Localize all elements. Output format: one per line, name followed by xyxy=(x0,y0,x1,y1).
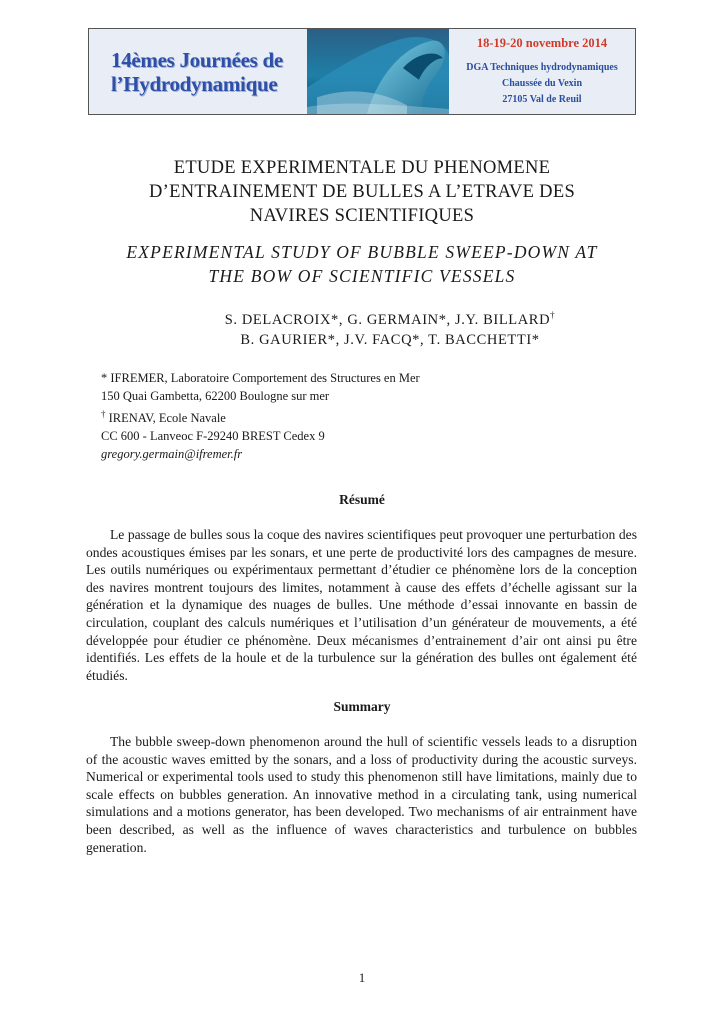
conference-venue-line-2: Chaussée du Vexin xyxy=(501,77,583,89)
author-list xyxy=(180,305,600,350)
conference-title-line-1: 14èmes Journées de xyxy=(111,47,283,72)
conference-title-line-2: l’Hydrodynamique xyxy=(111,71,278,96)
affiliation-irenav: IRENAV, Ecole Navale xyxy=(105,411,226,426)
conference-title-block xyxy=(89,29,307,114)
ocean-wave-image xyxy=(307,29,449,114)
affiliation-line-3 xyxy=(101,405,621,427)
paper-title-line-1: ETUDE EXPERIMENTALE DU PHENOMENE xyxy=(173,158,551,178)
dagger-mark: † xyxy=(550,310,556,320)
affiliations xyxy=(101,369,621,463)
paper-subtitle-line-2: THE BOW OF SCIENTIFIC VESSELS xyxy=(208,266,516,286)
author-names-1: S. DELACROIX*, G. GERMAIN*, J.Y. BILLARD xyxy=(224,311,551,328)
affiliation-line-1: * IFREMER, Laboratoire Comportement des Structures en Mer xyxy=(101,371,420,385)
paper-title-line-2: D’ENTRAINEMENT DE BULLES A L’ETRAVE DES xyxy=(148,182,576,202)
paper-title xyxy=(60,156,664,228)
summary-heading: Summary xyxy=(333,699,391,714)
paper-subtitle xyxy=(60,240,664,288)
conference-dates: 18-19-20 novembre 2014 xyxy=(476,35,608,50)
paper-title-line-3: NAVIRES SCIENTIFIQUES xyxy=(249,206,475,226)
author-line-1 xyxy=(180,305,600,330)
paper-subtitle-line-1: EXPERIMENTAL STUDY OF BUBBLE SWEEP-DOWN AT xyxy=(126,242,598,262)
conference-venue-line-3: 27105 Val de Reuil xyxy=(502,93,582,105)
affiliation-line-4: CC 600 - Lanveoc F-29240 BREST Cedex 9 xyxy=(101,429,325,444)
summary-text: The bubble sweep-down phenomenon around the hull of scientific vessels leads to a disruption of the acoustic waves emitted by the sonars, and a loss of productivity during the acoustic surveys. Numerical or experimental tools used to study this phenomenon still have limitations, mainly due to scale effects on bubbles generation. An innovative method in a circulating tank, using numerical simulations and a motions generator, has been developed. Two mechanisms of air entrainment have been described, as well as the influence of waves characteristics and turbulence on bubbles generation. xyxy=(86,734,637,855)
author-line-2: B. GAURIER*, J.V. FACQ*, T. BACCHETTI* xyxy=(240,331,540,348)
contact-email: gregory.germain@ifremer.fr xyxy=(101,447,243,462)
dagger-mark: † xyxy=(101,409,106,419)
conference-banner xyxy=(88,28,636,115)
conference-info-block xyxy=(449,29,635,114)
resume-text: Le passage de bulles sous la coque des navires scientifiques peut provoquer une perturbation des ondes acoustiques émises par les sonars, et une perte de productivité lors des campagnes de mesure. Les outils numériques ou expérimentaux permettant d’étudier ce phénomène lors de la conception des navires montrent toujours des limites, notamment à cause des effets d’échelle agissant sur la génération et la dynamique des nuages de bulles. Une méthode d’essai innovante en bassin de circulation, couplant des calculs numériques et l’utilisation d’un générateur de mouvements, a été développée pour étudier ce phénomène. Deux mécanismes d’entrainement d’air ont ainsi pu être identifiés. Les effets de la houle et de la turbulence sur la génération des bulles ont également été étudiés. xyxy=(86,527,637,683)
affiliation-line-2: 150 Quai Gambetta, 62200 Boulogne sur mer xyxy=(101,389,330,403)
resume-heading: Résumé xyxy=(339,492,385,507)
page-number: 1 xyxy=(358,970,366,985)
conference-venue-line-1: DGA Techniques hydrodynamiques xyxy=(466,61,618,73)
